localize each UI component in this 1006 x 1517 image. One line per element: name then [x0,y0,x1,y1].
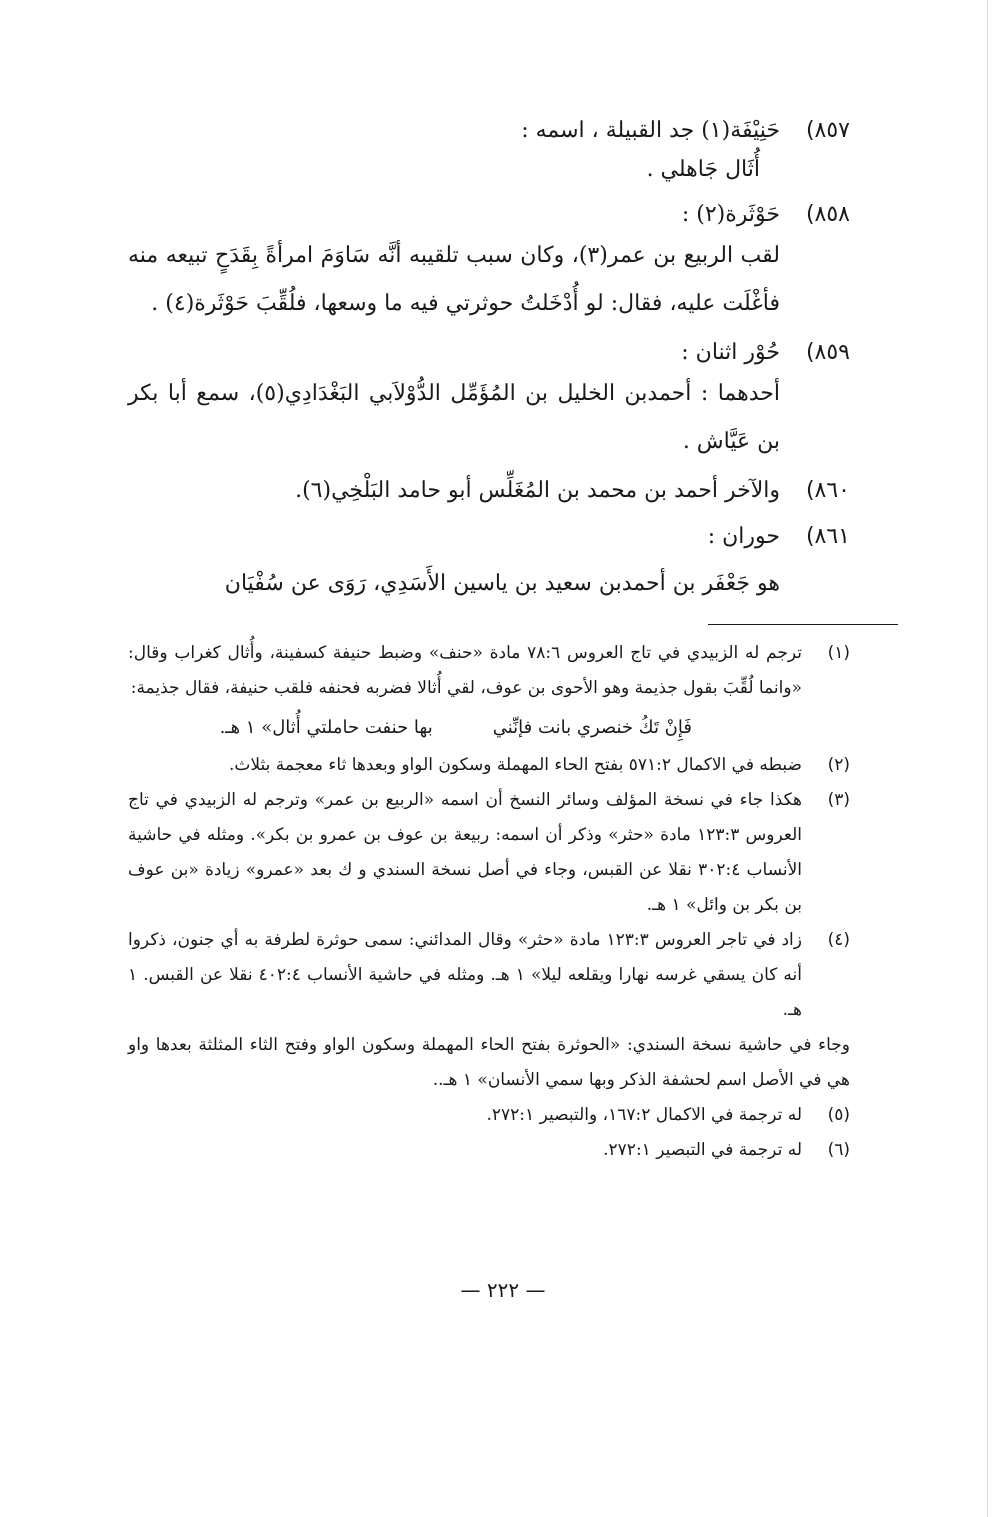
verse-first-half: فَإِنْ تَكُ خنصري بانت فإنِّني [492,717,692,738]
footnote-text: ضبطه في الاكمال ٥٧١:٢ بفتح الحاء المهملة وسكون الواو وبعدها ثاء معجمة بثلاث. [228,755,802,775]
footnote-number: (٥) [827,1105,850,1125]
footnote-number: (١) [827,643,850,663]
entry-number: ٨٥٧) [805,118,850,143]
footnote-4 [128,923,850,1028]
footnote-verse [128,708,692,748]
footnote-text: زاد في تاجر العروس ١٢٣:٣ مادة «حثر» وقال المدائني: سمى حوثرة لطرفة به أي جنون، ذكروا أنه كان يسقي غرسه نهارا ويقلعه ليلا» ١ هـ. ومثله في حاشية الأنساب ٤٠٢:٤ نقلا عن القبس. ١ هـ. [128,930,802,1020]
entry-859 [128,334,850,466]
main-text [128,112,850,614]
footnote-separator [708,624,898,625]
entry-body: لقب الربيع بن عمر(٣)، وكان سبب تلقيبه أنَّه سَاوَمَ امرأةً بِقَدَحٍ تبيعه منه فأغْلَت عليه، فقال: لو أُدْخَلتُ حوثرتي فيه ما وسعها، فلُقِّبَ حَوْثَرة(٤) . [128,243,780,316]
entry-number: ٨٥٨) [805,202,850,227]
entry-body: أحدهما : أحمدبن الخليل بن المُؤَمِّل الدُّوْلاَبي البَغْدَادِي(٥)، سمع أبا بكر بن عَيَّاش . [128,381,781,454]
footnote-number: (٦) [827,1140,850,1160]
footnotes [128,636,850,1168]
footnote-number: (٤) [827,930,850,950]
entry-heading: حَنِيْفَة(١) جد القبيلة ، اسمه : [521,118,780,143]
footnote-text: ترجم له الزبيدي في تاج العروس ٧٨:٦ مادة «حنف» وضبط حنيفة كسفينة، وأُثال كغراب وقال: «وانما لُقِّبَ بقول جذيمة وهو الأحوى بن عوف، لقي أُثالا فضربه فحنفه فلقب حنيفة، فقال جذيمة: [128,643,802,698]
entry-heading: حوران : [707,524,780,549]
verse-second-half: بها حنفت حاملتي أُثال» ١ هـ. [219,717,433,738]
entry-861 [128,518,850,608]
entry-line: أُثَال جَاهلي . [646,157,760,182]
footnote-4-continuation: وجاء في حاشية نسخة السندي: «الحوثرة بفتح الحاء المهملة وسكون الواو وفتح الثاء المثلثة بعدها واو هي في الأصل اسم لحشفة الذكر وبها سمي الأنسان» ١ هـ.. [128,1035,850,1090]
entry-number: ٨٥٩) [805,340,850,365]
footnote-number: (٣) [827,790,850,810]
page-number: — ٢٢٢ — [460,1278,546,1302]
entry-860 [128,472,850,510]
footnote-6 [128,1133,850,1168]
entry-body: هو جَعْفَر بن أحمدبن سعيد بن ياسين الأَسَدِي، رَوَى عن سُفْيَان [224,571,780,596]
footnote-3 [128,783,850,923]
footnote-number: (٢) [827,755,850,775]
footnote-text: له ترجمة في الاكمال ١٦٧:٢، والتبصير ٢٧٢:١. [486,1105,802,1125]
footnote-2 [128,748,850,783]
entry-858 [128,196,850,328]
entry-heading: حَوْثَرة(٢) : [681,202,780,227]
footnote-text: هكذا جاء في نسخة المؤلف وسائر النسخ أن اسمه «الربيع بن عمر» وترجم له الزبيدي في تاج العروس ١٢٣:٣ مادة «حثر» وذكر أن اسمه: ربيعة بن عوف بن عمرو بن بكر». ومثله في حاشية الأنساب ٣٠٢:٤ نقلا عن القبس، وجاء في أصل نسخة السندي و ك بعد «عمرو» زيادة «بن عوف بن بكر بن وائل» ١ هـ. [128,790,803,915]
entry-heading: حُوْر اثنان : [681,340,780,365]
entry-number: ٨٦٠) [805,478,850,503]
footnote-1 [128,636,850,748]
footnote-5 [128,1098,850,1133]
footnote-text: له ترجمة في التبصير ٢٧٢:١. [603,1140,802,1160]
entry-857 [128,112,850,190]
entry-number: ٨٦١) [805,524,850,549]
entry-heading: والآخر أحمد بن محمد بن المُغَلِّس أبو حامد البَلْخِي(٦). [295,478,780,503]
